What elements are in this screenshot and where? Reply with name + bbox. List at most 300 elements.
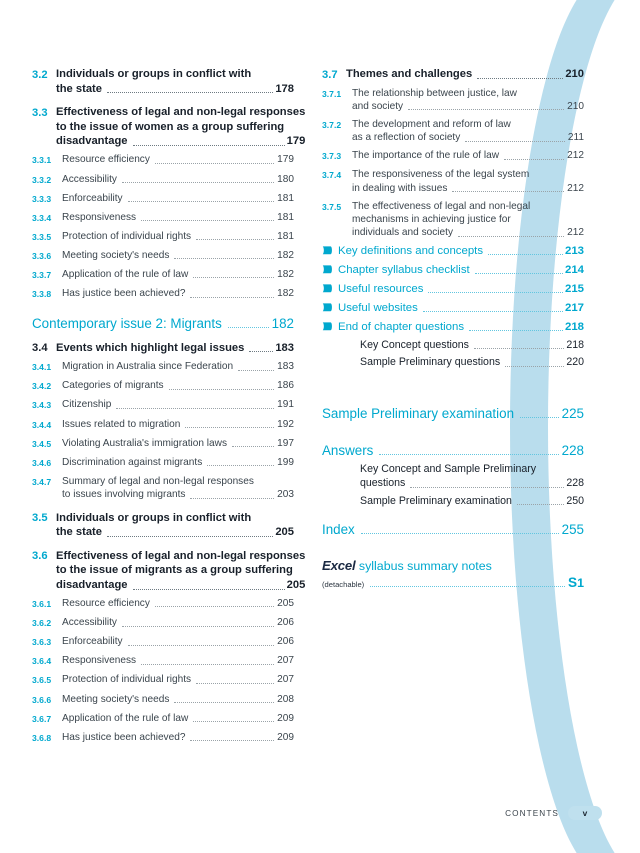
toc-subsection-entry[interactable] [322, 200, 584, 240]
page-number: 205 [286, 578, 306, 591]
subsection-title-text: Violating Australia's immigration laws [62, 437, 227, 449]
page-number: 208 [277, 693, 294, 705]
toc-bullet-entry[interactable] [322, 281, 584, 297]
toc-subsection-entry[interactable] [32, 654, 294, 669]
arrow-bullet-icon [322, 246, 333, 255]
subsection-title-line [352, 131, 584, 144]
page-number: 218 [564, 320, 584, 333]
subsection-body [62, 437, 294, 450]
dot-leader [107, 91, 273, 93]
toc-subsection-entry[interactable] [32, 287, 294, 302]
subsection-title-text: as a reflection of society [352, 132, 461, 144]
page-number: 183 [277, 361, 294, 373]
subsection-title-text: individuals and society [352, 227, 453, 239]
subsection-number: 3.7.1 [322, 88, 342, 99]
subsection-number: 3.4.4 [32, 419, 52, 430]
subsection-title-line [62, 230, 294, 243]
subsection-title-text: The effectiveness of legal and non-legal [352, 200, 531, 212]
dot-leader [122, 625, 274, 627]
subsection-title-line [62, 693, 294, 706]
arrow-bullet-icon [322, 319, 338, 335]
toc-subsection-entry[interactable] [32, 192, 294, 207]
subsection-title-text: Meeting society's needs [62, 249, 170, 261]
toc-subsection-entry[interactable] [32, 249, 294, 264]
toc-right-column [322, 58, 584, 590]
toc-subsection-entry[interactable] [32, 398, 294, 413]
toc-subsection-entry[interactable] [32, 635, 294, 650]
section-number: 3.5 [32, 512, 48, 525]
toc-subsection-entry[interactable] [32, 597, 294, 612]
dot-leader [228, 326, 269, 328]
subsection-title-line [352, 168, 584, 181]
page-number: 217 [564, 301, 584, 314]
toc-subsection-entry[interactable] [32, 712, 294, 727]
page-number: 205 [275, 526, 294, 539]
subsection-body [62, 249, 294, 262]
toc-plain-subentry[interactable] [360, 462, 584, 491]
toc-subsection-entry[interactable] [32, 456, 294, 471]
bullet-text: Key definitions and concepts [338, 244, 484, 257]
section-title-line [56, 511, 294, 526]
page-number: 228 [561, 442, 584, 458]
subsection-body [62, 456, 294, 469]
folio-number: v [582, 808, 588, 818]
subsection-body [62, 616, 294, 629]
subsection-body [62, 693, 294, 706]
dot-leader [249, 350, 273, 352]
toc-bullet-entry[interactable] [322, 262, 584, 278]
subsection-title-text: Accessibility [62, 173, 117, 185]
toc-major-heading[interactable] [322, 521, 584, 538]
dot-leader [141, 219, 274, 221]
subsection-number: 3.4.6 [32, 457, 52, 468]
subsection-body [62, 475, 294, 502]
subsection-title-text: The responsiveness of the legal system [352, 169, 530, 181]
dot-leader [238, 369, 274, 371]
section-title-line [56, 67, 294, 82]
toc-subsection-entry[interactable] [32, 230, 294, 245]
subsection-title-text: to issues involving migrants [62, 489, 186, 501]
page-number: 183 [275, 341, 294, 354]
subsection-title-line [62, 398, 294, 411]
subsection-body [62, 597, 294, 610]
subsection-title-text: Discrimination against migrants [62, 456, 203, 468]
toc-subsection-entry[interactable] [32, 173, 294, 188]
dot-leader [133, 144, 285, 146]
arrow-bullet-icon [322, 322, 333, 331]
subsection-title-line [62, 635, 294, 648]
toc-subsection-entry[interactable] [32, 268, 294, 283]
subsection-body [352, 118, 584, 145]
page-number: 212 [567, 182, 584, 194]
dot-leader [361, 532, 559, 534]
page-number: 225 [561, 405, 584, 421]
dot-leader [155, 162, 274, 164]
arrow-bullet-icon [322, 284, 333, 293]
section-title-text: Individuals or groups in conflict with [56, 511, 252, 524]
excel-detachable-line [322, 576, 584, 590]
toc-subsection-entry[interactable] [32, 437, 294, 452]
subsection-title-text: Responsiveness [62, 211, 137, 223]
page-number: 182 [271, 315, 294, 331]
toc-subsection-entry[interactable] [32, 693, 294, 708]
section-title-line [346, 67, 584, 82]
subsection-title-text: Accessibility [62, 617, 117, 629]
subsection-body [62, 360, 294, 373]
section-title-line [56, 578, 305, 593]
section-title-line [56, 341, 294, 356]
toc-bullet-entry[interactable] [322, 319, 584, 335]
dot-leader [520, 416, 559, 418]
toc-bullet-entry[interactable] [322, 300, 584, 316]
excel-title-line [322, 558, 584, 574]
section-number: 3.7 [322, 68, 338, 81]
toc-subsection-entry[interactable] [32, 673, 294, 688]
subsection-title-line [62, 211, 294, 224]
section-title-text: Effectiveness of legal and non-legal responses [56, 106, 306, 119]
subsection-title-text: and society [352, 100, 404, 112]
subsection-body [62, 173, 294, 186]
section-title-text: Individuals or groups in conflict with [56, 68, 252, 80]
subsection-title-line [62, 712, 294, 725]
subsection-body [352, 149, 584, 162]
dot-leader [428, 291, 563, 293]
page-number: 212 [567, 227, 584, 239]
subsection-title-text: Categories of migrants [62, 380, 164, 392]
arrow-bullet-icon [322, 281, 338, 297]
dot-leader [133, 588, 285, 590]
page-number: 203 [277, 489, 294, 501]
subsection-title-text: Has justice been achieved? [62, 288, 186, 300]
toc-major-heading[interactable] [322, 405, 584, 422]
toc-subsection-entry[interactable] [32, 418, 294, 433]
page-number: 228 [566, 477, 584, 490]
subsection-title-text: Resource efficiency [62, 598, 150, 610]
subsection-body [352, 200, 584, 240]
page-number: 181 [277, 230, 294, 242]
dot-leader [193, 720, 274, 722]
page-number: 182 [277, 288, 294, 300]
dot-leader [423, 310, 563, 312]
subsection-title-line [62, 418, 294, 431]
toc-section-entry[interactable] [32, 341, 294, 356]
subsection-title-text: Application of the rule of law [62, 269, 189, 281]
subsection-title-line [62, 456, 294, 469]
dot-leader [475, 272, 563, 274]
subsection-body [62, 211, 294, 224]
page-number: 212 [567, 150, 584, 162]
arrow-bullet-icon [322, 300, 338, 316]
subsection-number: 3.3.1 [32, 155, 52, 166]
toc-section-entry[interactable] [32, 549, 306, 593]
subsection-title-line [352, 118, 584, 131]
dot-leader [504, 158, 564, 160]
toc-plain-subentry[interactable] [360, 355, 584, 370]
toc-subsection-entry[interactable] [32, 379, 294, 394]
dot-leader [408, 108, 564, 110]
subsection-number: 3.6.5 [32, 675, 52, 686]
subsection-body [352, 87, 584, 114]
subsection-body [62, 230, 294, 243]
subsection-body [62, 731, 294, 744]
subsection-title-line [352, 182, 584, 195]
page-number: 197 [277, 437, 294, 449]
folio-pill [568, 806, 602, 820]
subsection-title-text: Enforceability [62, 636, 123, 648]
subsection-number: 3.6.8 [32, 732, 52, 743]
subsection-body [62, 712, 294, 725]
toc-section-entry[interactable] [32, 105, 306, 149]
section-title-text: Effectiveness of legal and non-legal responses [56, 549, 306, 562]
subsection-body [62, 268, 294, 281]
dot-leader [410, 486, 564, 488]
dot-leader [169, 388, 275, 390]
section-body [56, 341, 294, 356]
bullet-text: Chapter syllabus checklist [338, 263, 470, 276]
subsection-title-text: in dealing with issues [352, 182, 448, 194]
subsection-title-line [62, 673, 294, 686]
subsection-title-text: Responsiveness [62, 655, 137, 667]
toc-plain-subentry[interactable] [360, 338, 584, 353]
toc-subsection-entry[interactable] [322, 118, 584, 145]
section-body [56, 511, 294, 540]
section-number: 3.2 [32, 68, 48, 81]
page-number: 182 [277, 269, 294, 281]
subsection-title-line [62, 616, 294, 629]
toc-bullet-entry[interactable] [322, 243, 584, 259]
section-title-line [56, 82, 294, 97]
plain-subentry-body [360, 338, 584, 353]
subsection-title-line [62, 153, 294, 166]
major-heading-text: Sample Preliminary examination [322, 405, 515, 421]
dot-leader [452, 190, 564, 192]
section-title-text: to the issue of migrants as a group suffering [56, 564, 293, 577]
subsection-body [352, 168, 584, 195]
subsection-body [62, 398, 294, 411]
subsection-title-line [62, 488, 294, 501]
subsection-title-line [62, 731, 294, 744]
subsection-title-text: The importance of the rule of law [352, 150, 499, 162]
toc-section-entry[interactable] [32, 67, 294, 96]
page-number: 205 [277, 598, 294, 610]
toc-subsection-entry[interactable] [32, 211, 294, 226]
subsection-title-text: Migration in Australia since Federation [62, 361, 234, 373]
toc-subsection-entry[interactable] [32, 616, 294, 631]
toc-subsection-entry[interactable] [322, 149, 584, 164]
dot-leader [474, 347, 564, 349]
plain-subentry-line [360, 462, 584, 477]
subsection-body [62, 287, 294, 300]
dot-leader [190, 739, 274, 741]
page-number: 178 [275, 82, 294, 95]
toc-subsection-entry[interactable] [322, 168, 584, 195]
page-number: 191 [277, 399, 294, 411]
toc-section-entry[interactable] [322, 67, 584, 82]
subsection-number: 3.3.4 [32, 212, 52, 223]
excel-brand: Excel [322, 558, 356, 574]
subsection-title-text: Citizenship [62, 399, 112, 411]
toc-major-heading[interactable] [322, 442, 584, 459]
dot-leader [469, 329, 563, 331]
section-number: 3.4 [32, 342, 48, 355]
dot-leader [107, 535, 273, 537]
subsection-number: 3.6.3 [32, 637, 52, 648]
subsection-title-line [62, 379, 294, 392]
subsection-title-line [62, 597, 294, 610]
subsection-title-line [352, 100, 584, 113]
subsection-number: 3.7.4 [322, 170, 342, 181]
dot-leader [505, 365, 564, 367]
dot-leader [185, 426, 274, 428]
subsection-title-line [352, 87, 584, 100]
section-title-line [56, 563, 305, 578]
subsection-number: 3.4.5 [32, 438, 52, 449]
subsection-body [62, 192, 294, 205]
page-number: 206 [277, 617, 294, 629]
toc-subsection-entry[interactable] [32, 360, 294, 375]
major-heading-text: Contemporary issue 2: Migrants [32, 315, 222, 331]
subsection-number: 3.3.8 [32, 289, 52, 300]
toc-subsection-entry[interactable] [32, 475, 294, 502]
dot-leader [141, 663, 274, 665]
subsection-body [62, 654, 294, 667]
excel-notes-entry[interactable] [322, 558, 584, 590]
subsection-number: 3.7.2 [322, 119, 342, 130]
section-title-line [56, 134, 305, 149]
page-number: 209 [277, 731, 294, 743]
dot-leader [116, 407, 274, 409]
plain-subentry-line [360, 476, 584, 491]
toc-major-heading[interactable] [32, 315, 294, 332]
subsection-number: 3.3.2 [32, 174, 52, 185]
page-number: 214 [564, 263, 584, 276]
dot-leader [488, 253, 563, 255]
plain-subentry-body [360, 355, 584, 370]
toc-subsection-entry[interactable] [322, 87, 584, 114]
subsection-title-text: mechanisms in achieving justice for [352, 213, 511, 225]
subsection-number: 3.6.2 [32, 618, 52, 629]
page-number: 207 [277, 674, 294, 686]
section-title-line [56, 525, 294, 540]
plain-subentry-text: Sample Preliminary questions [360, 356, 501, 369]
major-heading-text: Answers [322, 442, 374, 458]
subsection-title-text: Protection of individual rights [62, 230, 192, 242]
page-number: 211 [567, 132, 584, 144]
subsection-number: 3.3.3 [32, 193, 52, 204]
page-number: 218 [566, 338, 584, 351]
section-title-text: the state [56, 526, 103, 539]
subsection-title-text: Summary of legal and non-legal responses [62, 475, 254, 487]
vertical-spacer [322, 422, 584, 429]
excel-note: (detachable) [322, 580, 365, 590]
dot-leader [517, 503, 564, 505]
dot-leader [477, 77, 563, 79]
page-number [568, 576, 584, 590]
subsection-body [62, 379, 294, 392]
dot-leader [155, 605, 274, 607]
plain-subentry-body [360, 494, 584, 509]
plain-subentry-body [360, 462, 584, 491]
toc-plain-subentry[interactable] [360, 494, 584, 509]
section-number: 3.6 [32, 550, 48, 563]
subsection-title-text: The relationship between justice, law [352, 87, 517, 99]
subsection-title-line [62, 268, 294, 281]
subsection-body [62, 418, 294, 431]
page-number: 179 [286, 135, 306, 148]
page-number: 220 [566, 356, 584, 369]
toc-left-column [32, 58, 306, 745]
subsection-number: 3.7.5 [322, 201, 342, 212]
section-body [346, 67, 584, 82]
subsection-title-text: Has justice been achieved? [62, 731, 186, 743]
footer-label: CONTENTS [505, 808, 559, 818]
subsection-number: 3.3.6 [32, 250, 52, 261]
dot-leader [465, 140, 565, 142]
page-number: 215 [564, 282, 584, 295]
subsection-title-text: Issues related to migration [62, 418, 181, 430]
subsection-number: 3.4.2 [32, 381, 52, 392]
subsection-body [62, 153, 294, 166]
subsection-title-line [352, 213, 584, 226]
page-number: 181 [277, 211, 294, 223]
dot-leader [196, 238, 274, 240]
page-number: 210 [567, 100, 584, 112]
arrow-bullet-icon [322, 303, 333, 312]
dot-leader [193, 276, 274, 278]
plain-subentry-text: Key Concept and Sample Preliminary [360, 462, 537, 475]
subsection-title-line [62, 249, 294, 262]
toc-subsection-entry[interactable] [32, 153, 294, 168]
section-body [56, 67, 294, 96]
subsection-title-line [62, 437, 294, 450]
toc-section-entry[interactable] [32, 511, 294, 540]
dot-leader [232, 445, 274, 447]
page-number: 206 [277, 636, 294, 648]
bullet-text: End of chapter questions [338, 320, 465, 333]
dot-leader [190, 497, 274, 499]
subsection-title-text: The development and reform of law [352, 118, 511, 130]
dot-leader [458, 235, 564, 237]
subsection-title-line [62, 475, 294, 488]
dot-leader [196, 682, 274, 684]
page-number: 182 [277, 249, 294, 261]
dot-leader [379, 453, 558, 455]
section-title-text: to the issue of women as a group suffering [56, 120, 285, 133]
subsection-title-line [62, 287, 294, 300]
dot-leader [190, 296, 274, 298]
subsection-title-line [352, 200, 584, 213]
dot-leader [128, 200, 275, 202]
section-title-text: the state [56, 82, 103, 95]
toc-subsection-entry[interactable] [32, 731, 294, 746]
subsection-title-text: Enforceability [62, 192, 123, 204]
page-number: 192 [277, 418, 294, 430]
subsection-number: 3.4.3 [32, 400, 52, 411]
plain-subentry-line [360, 338, 584, 353]
page-number: 255 [561, 522, 584, 538]
section-number: 3.3 [32, 106, 48, 119]
plain-subentry-text: questions [360, 477, 406, 490]
arrow-bullet-icon [322, 243, 338, 259]
dot-leader [174, 701, 274, 703]
arrow-bullet-icon [322, 265, 333, 274]
dot-leader [207, 464, 274, 466]
subsection-number: 3.7.3 [322, 151, 342, 162]
subsection-number: 3.3.5 [32, 231, 52, 242]
subsection-number: 3.4.1 [32, 362, 52, 373]
page-digit: 1 [577, 576, 584, 591]
dot-leader [122, 181, 274, 183]
